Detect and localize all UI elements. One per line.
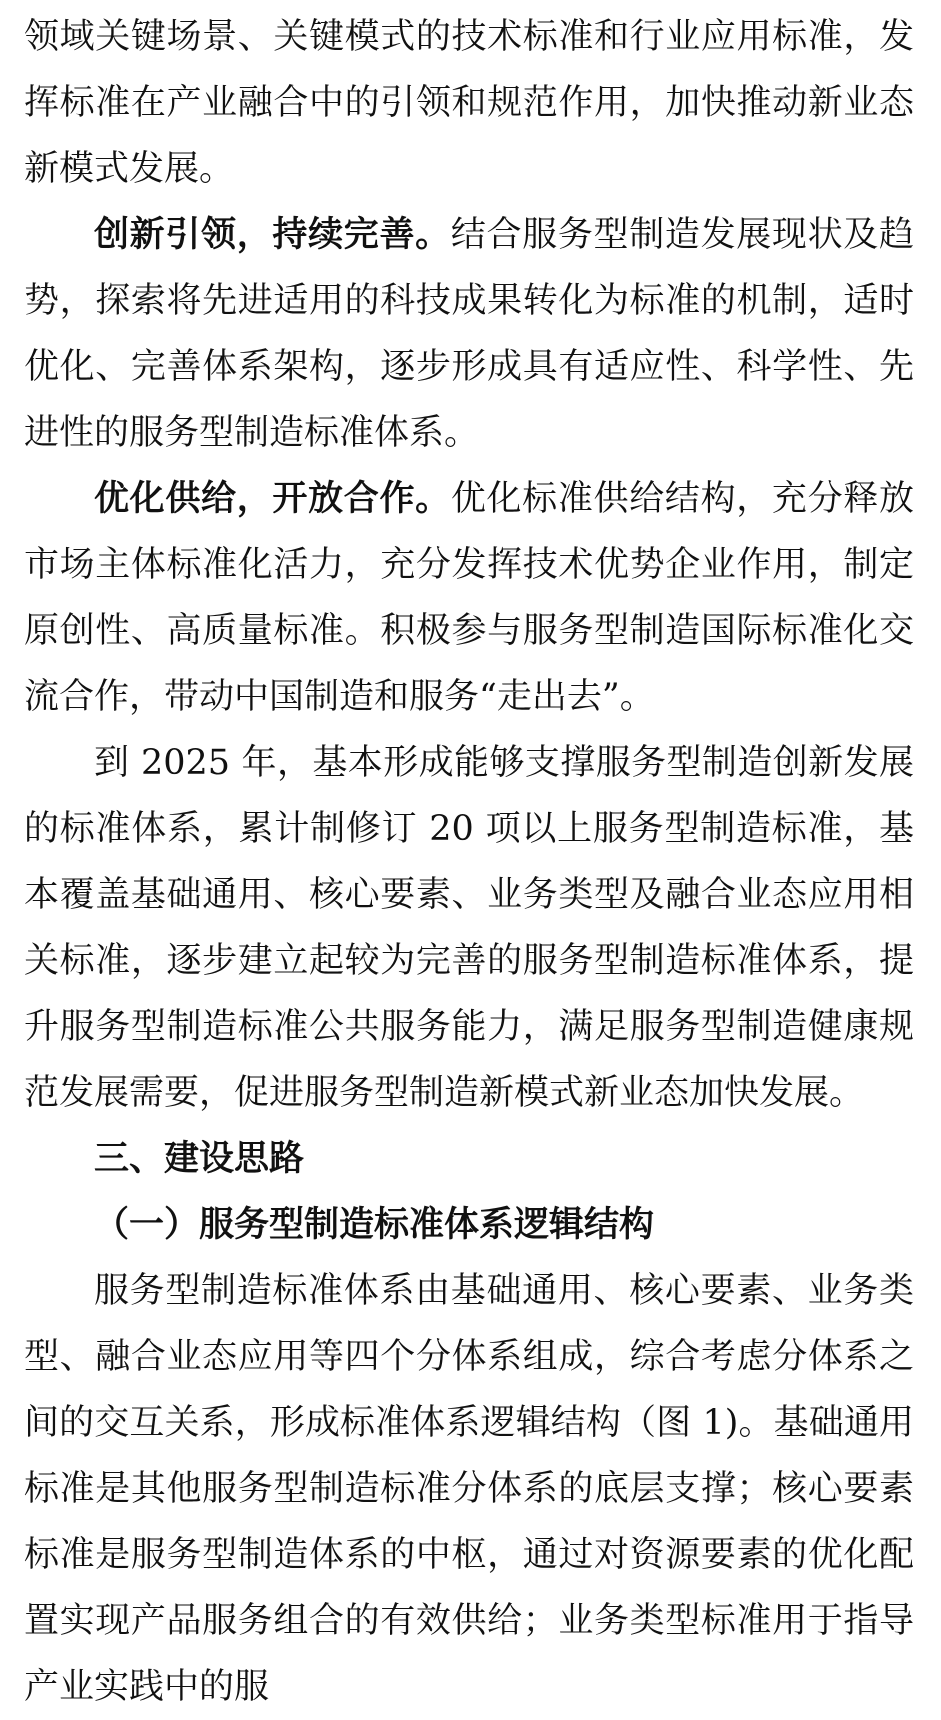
subsection-heading: （一）服务型制造标准体系逻辑结构	[94, 1204, 655, 1245]
paragraph-continuation: 领域关键场景、关键模式的技术标准和行业应用标准，发挥标准在产业融合中的引领和规范作用，加快推动新业态新模式发展。	[24, 17, 914, 189]
section-heading: 三、建设思路	[94, 1139, 305, 1179]
paragraph-innovation	[24, 202, 914, 466]
paragraph-lead: 优化供给，开放合作。	[94, 478, 451, 519]
paragraph-supply	[24, 466, 914, 730]
paragraph-body: 结合服务型制造发展现状及趋势，探索将先进适用的科技成果转化为标准的机制，适时优化、完善体系架构，逐步形成具有适应性、科学性、先进性的服务型制造标准体系。	[24, 215, 914, 453]
paragraph-body: 优化标准供给结构，充分释放市场主体标准化活力，充分发挥技术优势企业作用，制定原创性、高质量标准。积极参与服务型制造国际标准化交流合作，带动中国制造和服务“走出去”。	[24, 479, 914, 717]
paragraph-2025-goal: 到 2025 年，基本形成能够支撑服务型制造创新发展的标准体系，累计制修订 20 项以上服务型制造标准，基本覆盖基础通用、核心要素、业务类型及融合业态应用相关标准，逐步建立起较为完善的服务型制造标准体系，提升服务型制造标准公共服务能力，满足服务型制造健康规范发展需要，促进服务型制造新模式新业态加快发展。	[24, 743, 914, 1113]
paragraph-logic-structure: 服务型制造标准体系由基础通用、核心要素、业务类型、融合业态应用等四个分体系组成，综合考虑分体系之间的交互关系，形成标准体系逻辑结构（图 1)。基础通用标准是其他服务型制造标准分体系的底层支撑；核心要素标准是服务型制造体系的中枢，通过对资源要素的优化配置实现产品服务组合的有效供给；业务类型标准用于指导产业实践中的服	[24, 1271, 914, 1707]
paragraph-lead: 创新引领，持续完善。	[94, 214, 451, 255]
